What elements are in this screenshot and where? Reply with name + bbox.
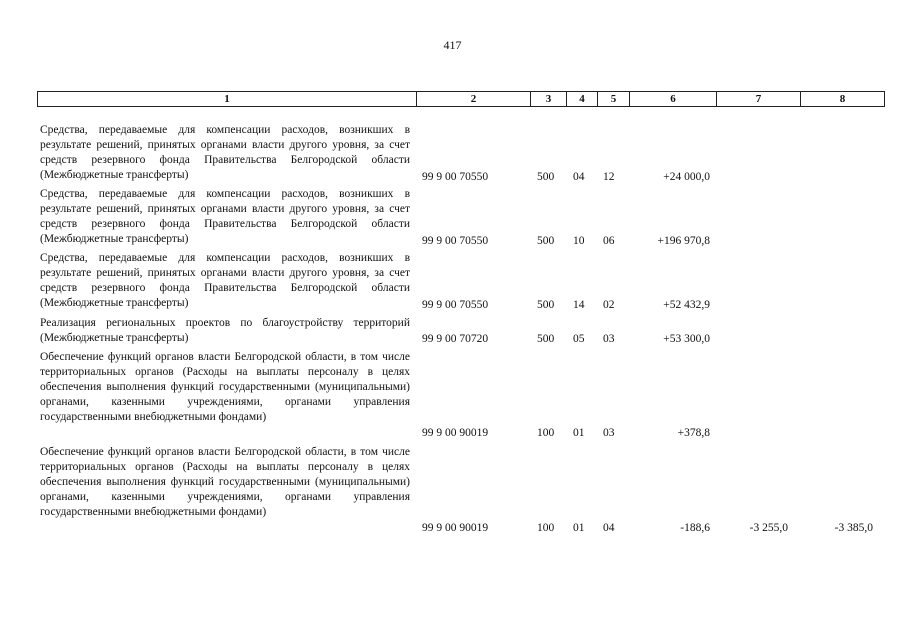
row-section: 05 xyxy=(573,333,585,345)
row-expense-type: 500 xyxy=(537,235,555,247)
column-header-6: 6 xyxy=(630,92,717,106)
row-amount: +378,8 xyxy=(677,427,710,439)
row-amount-col8: -3 385,0 xyxy=(834,522,873,534)
row-target-code: 99 9 00 70550 xyxy=(422,235,489,247)
column-header-1: 1 xyxy=(38,92,417,106)
row-expense-type: 500 xyxy=(537,333,555,345)
row-section: 01 xyxy=(573,522,585,534)
row-section: 10 xyxy=(573,235,585,247)
row-subsection: 03 xyxy=(603,333,615,345)
row-target-code: 99 9 00 90019 xyxy=(422,522,489,534)
column-header-8: 8 xyxy=(839,93,846,105)
row-expense-type: 500 xyxy=(537,171,555,183)
row-amount-col7: -3 255,0 xyxy=(749,522,788,534)
column-header-2: 2 xyxy=(417,92,531,106)
row-expense-type: 100 xyxy=(537,427,555,439)
row-amount: +52 432,9 xyxy=(663,299,710,311)
row-description: Средства, передаваемые для компенсации расходов, возникших в результате решений, принятых органами власти другого уровня, за счет средств резервного фонда Правительства Белгородской области (Межбюджетные трансферты) xyxy=(40,124,410,181)
row-description: Реализация региональных проектов по благоустройству территорий (Межбюджетные трансферты) xyxy=(40,317,410,344)
row-target-code: 99 9 00 90019 xyxy=(422,427,489,439)
row-amount: -188,6 xyxy=(680,522,710,534)
row-subsection: 12 xyxy=(603,171,615,183)
page-number: 417 xyxy=(443,38,462,52)
row-target-code: 99 9 00 70550 xyxy=(422,299,489,311)
row-amount: +53 300,0 xyxy=(663,333,710,345)
row-description: Обеспечение функций органов власти Белгородской области, в том числе территориальных органов (Расходы на выплаты персоналу в целях обеспечения выполнения функций государственными (муниципальными) органами, казенными учреждениями, органами управления государственными внебюджетными фондами) xyxy=(40,446,410,518)
column-header-5: 5 xyxy=(598,92,630,106)
row-target-code: 99 9 00 70550 xyxy=(422,171,489,183)
row-section: 04 xyxy=(573,171,585,183)
row-subsection: 03 xyxy=(603,427,615,439)
row-subsection: 04 xyxy=(603,522,615,534)
row-description: Средства, передаваемые для компенсации расходов, возникших в результате решений, принятых органами власти другого уровня, за счет средств резервного фонда Правительства Белгородской области (Межбюджетные трансферты) xyxy=(40,188,410,245)
column-header-3: 3 xyxy=(531,92,567,106)
row-description: Средства, передаваемые для компенсации расходов, возникших в результате решений, принятых органами власти другого уровня, за счет средств резервного фонда Правительства Белгородской области (Межбюджетные трансферты) xyxy=(40,252,410,309)
row-subsection: 02 xyxy=(603,299,615,311)
row-expense-type: 100 xyxy=(537,522,555,534)
row-target-code: 99 9 00 70720 xyxy=(422,333,489,345)
row-amount: +196 970,8 xyxy=(657,235,710,247)
row-subsection: 06 xyxy=(603,235,615,247)
column-header-4: 4 xyxy=(567,92,598,106)
row-section: 01 xyxy=(573,427,585,439)
table-header xyxy=(37,91,885,107)
row-section: 14 xyxy=(573,299,585,311)
row-description: Обеспечение функций органов власти Белгородской области, в том числе территориальных органов (Расходы на выплаты персоналу в целях обеспечения выполнения функций государственными (муниципальными) органами, казенными учреждениями, органами управления государственными внебюджетными фондами) xyxy=(40,351,410,423)
column-header-7: 7 xyxy=(717,92,801,106)
row-amount: +24 000,0 xyxy=(663,171,710,183)
row-expense-type: 500 xyxy=(537,299,555,311)
